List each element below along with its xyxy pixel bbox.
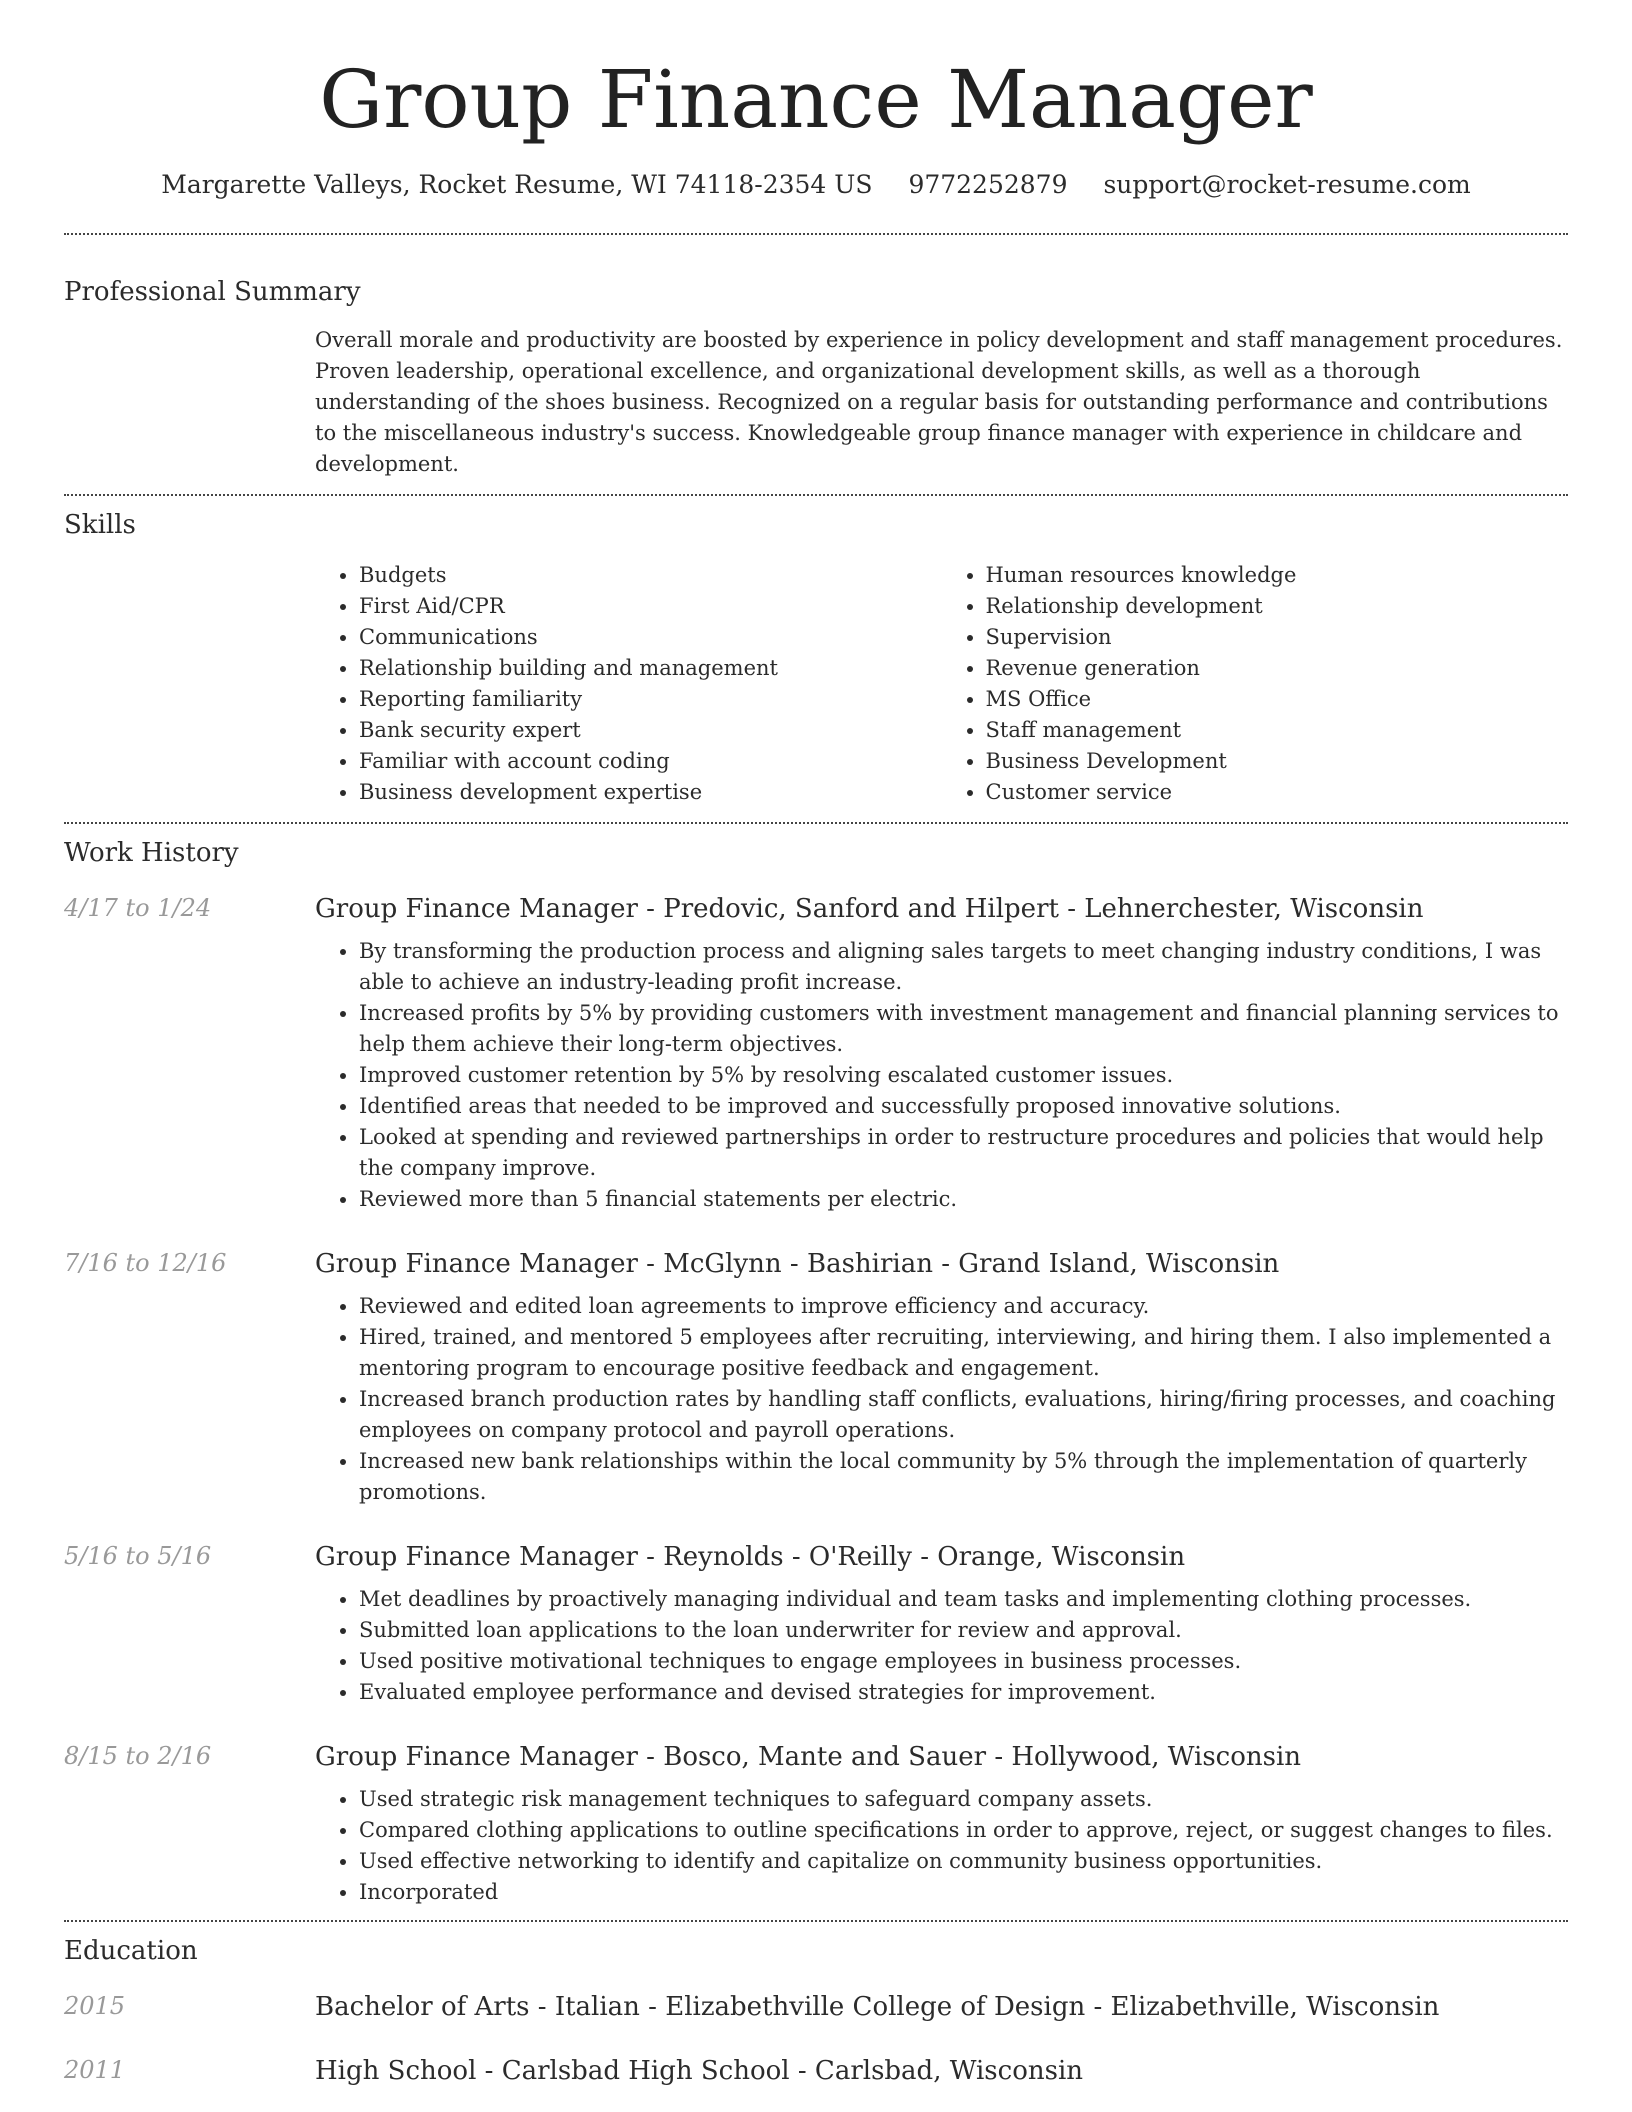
job-bullet: • Improved customer retention by 5% by resolving escalated customer issues.	[359, 1060, 1568, 1091]
job-bullet: • Used strategic risk management techniques to safeguard company assets.	[359, 1784, 1568, 1815]
section-title-skills: Skills	[64, 510, 136, 540]
job-bullet: • Evaluated employee performance and devised strategies for improvement.	[359, 1677, 1568, 1708]
job-bullet: • Used effective networking to identify and capitalize on community business opportunities.	[359, 1846, 1568, 1877]
skill-item: • Bank security expert	[359, 715, 942, 746]
divider	[64, 822, 1568, 824]
summary-text: Overall morale and productivity are boosted by experience in policy development and staff management procedures. Proven leadership, operational excellence, and organizational development skills, as well as a thorough understanding of the shoes business. Recognized on a regular basis for outstanding performance and contributions to the miscellaneous industry's success. Knowledgeable group finance manager with experience in childcare and development.	[315, 328, 1563, 476]
education-title: High School - Carlsbad High School - Carlsbad, Wisconsin	[315, 2056, 1084, 2086]
skill-item: • Relationship building and management	[359, 653, 942, 684]
skill-item: • Familiar with account coding	[359, 746, 942, 777]
job-bullet: • Reviewed more than 5 financial statements per electric.	[359, 1184, 1568, 1215]
job-bullet: • Identified areas that needed to be improved and successfully proposed innovative solutions.	[359, 1091, 1568, 1122]
skills-column-right	[942, 560, 1569, 808]
job-bullets	[315, 1784, 1568, 1908]
skill-item: • Relationship development	[986, 591, 1569, 622]
job-title: Group Finance Manager - McGlynn - Bashirian - Grand Island, Wisconsin	[315, 1249, 1280, 1279]
job-bullet: • Used positive motivational techniques to engage employees in business processes.	[359, 1646, 1568, 1677]
job-bullet: • Met deadlines by proactively managing individual and team tasks and implementing clothing processes.	[359, 1584, 1568, 1615]
job-entry	[64, 1542, 1568, 1708]
divider	[64, 1920, 1568, 1922]
skills-list	[315, 560, 1568, 808]
skill-item: • MS Office	[986, 684, 1569, 715]
job-title: Group Finance Manager - Predovic, Sanford and Hilpert - Lehnerchester, Wisconsin	[315, 894, 1424, 924]
education-title: Bachelor of Arts - Italian - Elizabethville College of Design - Elizabethville, Wisconsin	[315, 1992, 1440, 2022]
skill-item: • Supervision	[986, 622, 1569, 653]
education-entry	[64, 1992, 1568, 2022]
job-title: Group Finance Manager - Bosco, Mante and Sauer - Hollywood, Wisconsin	[315, 1742, 1302, 1772]
divider	[64, 233, 1568, 235]
skill-item: • Revenue generation	[986, 653, 1569, 684]
job-bullets	[315, 1584, 1568, 1708]
job-bullet: • Increased branch production rates by handling staff conflicts, evaluations, hiring/firing processes, and coaching employees on company protocol and payroll operations.	[359, 1384, 1568, 1446]
section-title-work: Work History	[64, 838, 239, 868]
job-entry	[64, 894, 1568, 1215]
contact-phone: 9772252879	[908, 170, 1068, 199]
skill-item: • Staff management	[986, 715, 1569, 746]
job-dates: 5/16 to 5/16	[64, 1542, 212, 1570]
job-bullet: • Hired, trained, and mentored 5 employees after recruiting, interviewing, and hiring them. I also implemented a mentoring program to encourage positive feedback and engagement.	[359, 1322, 1568, 1384]
skills-section	[64, 510, 1568, 808]
contact-line	[64, 170, 1568, 199]
job-dates: 8/15 to 2/16	[64, 1742, 212, 1770]
skills-column-left	[315, 560, 942, 808]
contact-email: support@rocket-resume.com	[1103, 170, 1471, 199]
job-bullet: • Compared clothing applications to outline specifications in order to approve, reject, or suggest changes to files.	[359, 1815, 1568, 1846]
education-date: 2015	[64, 1992, 126, 2020]
skill-item: • First Aid/CPR	[359, 591, 942, 622]
job-dates: 4/17 to 1/24	[64, 894, 212, 922]
job-bullet: • Increased new bank relationships within the local community by 5% through the implementation of quarterly promotions.	[359, 1446, 1568, 1508]
candidate-name: Group Finance Manager	[319, 53, 1313, 146]
job-bullets	[315, 1291, 1568, 1508]
skill-item: • Budgets	[359, 560, 942, 591]
skill-item: • Business Development	[986, 746, 1569, 777]
skill-item: • Business development expertise	[359, 777, 942, 808]
job-entry	[64, 1742, 1568, 1908]
job-bullet: • Looked at spending and reviewed partnerships in order to restructure procedures and policies that would help the company improve.	[359, 1122, 1568, 1184]
contact-address: Margarette Valleys, Rocket Resume, WI 74118-2354 US	[161, 170, 873, 199]
summary-section	[64, 277, 1568, 480]
skill-item: • Communications	[359, 622, 942, 653]
job-title: Group Finance Manager - Reynolds - O'Reilly - Orange, Wisconsin	[315, 1542, 1186, 1572]
job-entry	[64, 1249, 1568, 1508]
job-bullet: • By transforming the production process and aligning sales targets to meet changing industry conditions, I was able to achieve an industry-leading profit increase.	[359, 936, 1568, 998]
education-section	[64, 1936, 1568, 2086]
skill-item: • Human resources knowledge	[986, 560, 1569, 591]
education-entry	[64, 2056, 1568, 2086]
skill-item: • Reporting familiarity	[359, 684, 942, 715]
divider	[64, 494, 1568, 496]
job-dates: 7/16 to 12/16	[64, 1249, 227, 1277]
education-date: 2011	[64, 2056, 126, 2084]
section-title-education: Education	[64, 1936, 198, 1966]
job-bullet: • Reviewed and edited loan agreements to improve efficiency and accuracy.	[359, 1291, 1568, 1322]
job-bullet: • Increased profits by 5% by providing customers with investment management and financial planning services to help them achieve their long-term objectives.	[359, 998, 1568, 1060]
job-bullet: • Submitted loan applications to the loan underwriter for review and approval.	[359, 1615, 1568, 1646]
resume-page	[64, 0, 1568, 2098]
job-bullets	[315, 936, 1568, 1215]
skill-item: • Customer service	[986, 777, 1569, 808]
job-bullet: • Incorporated	[359, 1877, 1568, 1908]
section-title-summary: Professional Summary	[64, 277, 361, 307]
work-history-section	[64, 838, 1568, 1908]
